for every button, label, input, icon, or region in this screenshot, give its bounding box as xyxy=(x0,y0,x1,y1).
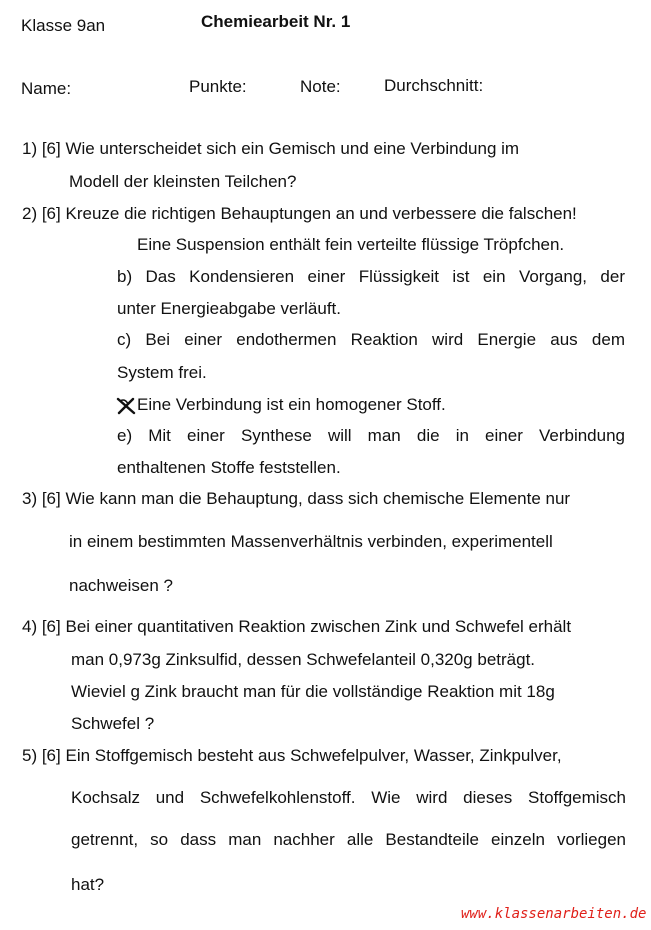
question-text: Wie unterscheidet sich ein Gemisch und eine Verbindung im xyxy=(65,139,520,158)
question-text: Wie kann man die Behauptung, dass sich chemische Elemente nur xyxy=(65,489,571,508)
statement-e: e) Mit einer Synthese will man die in einer Verbindung xyxy=(117,426,625,445)
question-text: man 0,973g Zinksulfid, dessen Schwefelanteil 0,320g beträgt. xyxy=(71,650,536,669)
question-text: Schwefel ? xyxy=(71,714,155,733)
class-label: Klasse 9an xyxy=(21,16,106,35)
question-text: Kreuze die richtigen Behauptungen an und verbessere die falschen! xyxy=(65,204,577,223)
question-number: 4) [6] xyxy=(22,617,61,636)
question-number: 2) [6] xyxy=(22,204,61,223)
statement-a: Eine Suspension enthält fein verteilte flüssige Tröpfchen. xyxy=(137,235,565,254)
question-number: 1) [6] xyxy=(22,139,61,158)
question-number: 5) [6] xyxy=(22,746,61,765)
statement-c-cont: System frei. xyxy=(117,363,207,382)
statement-e-cont: enthaltenen Stoffe feststellen. xyxy=(117,458,341,477)
statement-c: c) Bei einer endothermen Reaktion wird Energie aus dem xyxy=(117,330,625,349)
question-number: 3) [6] xyxy=(22,489,61,508)
statement-d xyxy=(117,396,446,413)
question-text: Kochsalz und Schwefelkohlenstoff. Wie wird dieses Stoffgemisch xyxy=(71,788,626,807)
statement-b: b) Das Kondensieren einer Flüssigkeit ist ein Vorgang, der xyxy=(117,267,625,286)
question-text: Ein Stoffgemisch besteht aus Schwefelpulver, Wasser, Zinkpulver, xyxy=(65,746,562,765)
question-text: hat? xyxy=(71,875,105,894)
statement-d-text: Eine Verbindung ist ein homogener Stoff. xyxy=(137,395,446,414)
grade-label: Note: xyxy=(300,77,341,96)
question-text: Bei einer quantitativen Reaktion zwischen Zink und Schwefel erhält xyxy=(65,617,572,636)
statement-b-cont: unter Energieabgabe verläuft. xyxy=(117,299,341,318)
question-text: Wieviel g Zink braucht man für die vollständige Reaktion mit 18g xyxy=(71,682,555,701)
points-label: Punkte: xyxy=(189,77,247,96)
average-label: Durchschnitt: xyxy=(384,76,484,95)
watermark-link[interactable]: www.klassenarbeiten.de xyxy=(461,906,647,922)
question-text: getrennt, so dass man nachher alle Bestandteile einzeln vorliegen xyxy=(71,830,626,849)
question-text: nachweisen ? xyxy=(69,576,173,595)
page-title: Chemiearbeit Nr. 1 xyxy=(201,12,351,31)
question-text: in einem bestimmten Massenverhältnis verbinden, experimentell xyxy=(69,532,553,551)
name-label: Name: xyxy=(21,79,72,98)
question-text: Modell der kleinsten Teilchen? xyxy=(69,172,297,191)
